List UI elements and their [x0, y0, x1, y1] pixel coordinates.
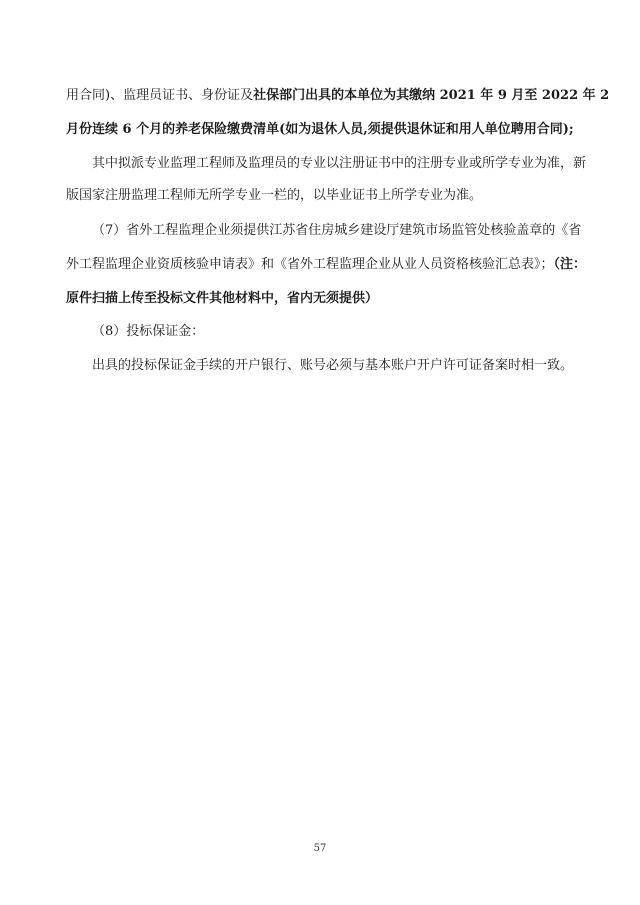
paragraph-3-line-3: 原件扫描上传至投标文件其他材料中，省内无须提供） [66, 291, 379, 306]
text-bold: 社保部门出具的本单位为其缴纳 2021 年 9 月至 2022 年 2 [253, 88, 610, 103]
text-bold-tail: (如为退休人员,须提供退休证和用人单位聘用合同); [279, 122, 574, 137]
text-bold: （注： [553, 257, 587, 272]
paragraph-2-line-1: 其中拟派专业监理工程师及监理员的专业以注册证书中的注册专业或所学专业为准，新 [92, 156, 587, 171]
paragraph-1-line-2 [66, 121, 578, 139]
page-number: 57 [313, 843, 327, 854]
paragraph-3-line-1: （7）省外工程监理企业须提供江苏省住房城乡建设厅建筑市场监管处核验盖章的《省 [92, 223, 582, 238]
paragraph-2-line-2: 版国家注册监理工程师无所学专业一栏的，以毕业证书上所学专业为准。 [66, 188, 483, 203]
paragraph-1-line-1 [66, 87, 610, 105]
text-normal: 用合同)、监理员证书、身份证及 [66, 88, 254, 103]
paragraph-4-line-1: （8）投标保证金： [92, 324, 205, 339]
text-normal: 外工程监理企业资质核验申请表》和《省外工程监理企业从业人员资格核验汇总表》； [66, 257, 554, 272]
paragraph-3-line-2 [66, 256, 587, 274]
text-bold: 月份连续 6 个月的养老保险缴费清单 [66, 122, 280, 137]
paragraph-5-line-1: 出具的投标保证金手续的开户银行、账号必须与基本账户开户许可证备案时相一致。 [92, 358, 574, 373]
